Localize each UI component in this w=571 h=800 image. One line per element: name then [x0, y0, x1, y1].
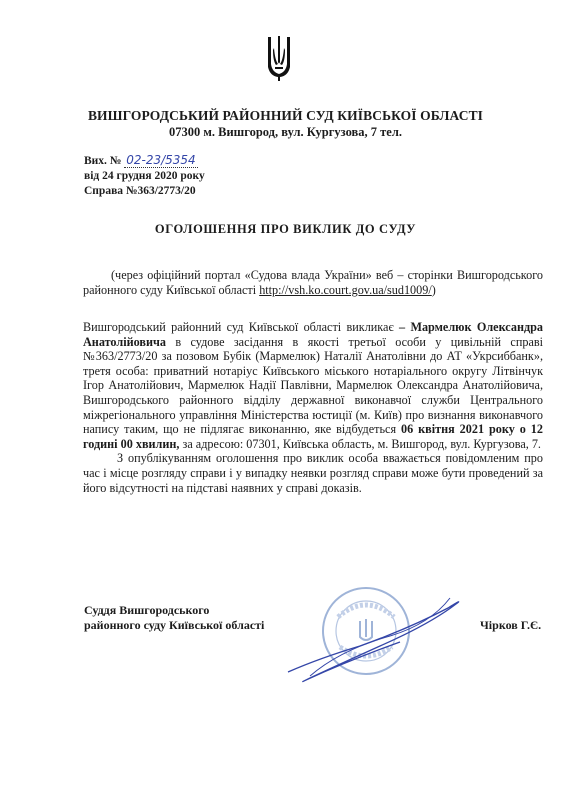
outgoing-prefix: Вих. №	[84, 155, 122, 167]
consequences-paragraph: З опублікуванням оголошення про виклик особа вважається повідомленим про час і місце розгляду справи і у випадку неявки розгляд справи може бути проведений за його відсутності на підставі наявних у справі доказів.	[83, 451, 543, 495]
court-name: ВИШГОРОДСЬКИЙ РАЙОННИЙ СУД КИЇВСЬКОЇ ОБЛАСТІ	[87, 108, 484, 123]
announcement-body	[83, 320, 543, 495]
note-text: (через офіційний портал «Судова влада України» веб – сторінки Вишгородського районного суду Київської області	[83, 268, 543, 297]
court-address: 07300 м. Вишгород, вул. Кургузова, 7 тел.	[168, 125, 402, 139]
document-date: від 24 грудня 2020 року	[84, 170, 205, 182]
handwritten-signature-icon	[280, 580, 480, 690]
publication-note: (через офіційний портал «Судова влада України» веб – сторінки Вишгородського районного суду Київської області http://vsh.ko.court.gov.ua/sud1009/)	[83, 268, 543, 297]
document-meta	[84, 153, 205, 199]
outgoing-number-line	[84, 153, 205, 169]
outgoing-number: 02-23/5354	[126, 153, 196, 167]
page-title: ОГОЛОШЕННЯ ПРО ВИКЛИК ДО СУДУ	[154, 222, 417, 236]
summoned-person: – Мармелюк Олександра Анатолійовича	[83, 320, 544, 349]
summons-paragraph: Вишгородський районний суд Київської області викликає – Мармелюк Олександра Анатолійовича в судове засідання в якості третьої особи у цивільній справі №363/2773/20 за позовом Бубік (Мармелюк) Наталії Анатолівни до АТ «Укрсиббанк», третя особа: приватний нотаріус Київського міського нотаріального округу Літвінчук Ігор Анатолійович, Мармелюк Надії Павлівни, Мармелюк Олександра Анатолійовича, Вишгородського районного відділу державної виконавчої служби Центрального міжрегіонального управління Міністерства юстиції (м. Київ) про визнання виконавчого напису таким, що не підлягає виконанню, яке відбудеться 06 квітня 2021 року о 12 годині 00 хвилин, за адресою: 07301, Київська область, м. Вишгород, вул. Кургузова, 7.	[83, 320, 544, 451]
trident-emblem-icon	[266, 34, 292, 82]
hearing-datetime: 06 квітня 2021 року о 12 годині 00 хвилин,	[83, 422, 543, 451]
judge-name: Чірков Г.Є.	[480, 618, 542, 632]
judge-title: Суддя Вишгородського районного суду Київської області	[84, 603, 265, 632]
case-number: Справа №363/2773/20	[84, 185, 196, 197]
court-website-link[interactable]: http://vsh.ko.court.gov.ua/sud1009/	[259, 283, 432, 297]
